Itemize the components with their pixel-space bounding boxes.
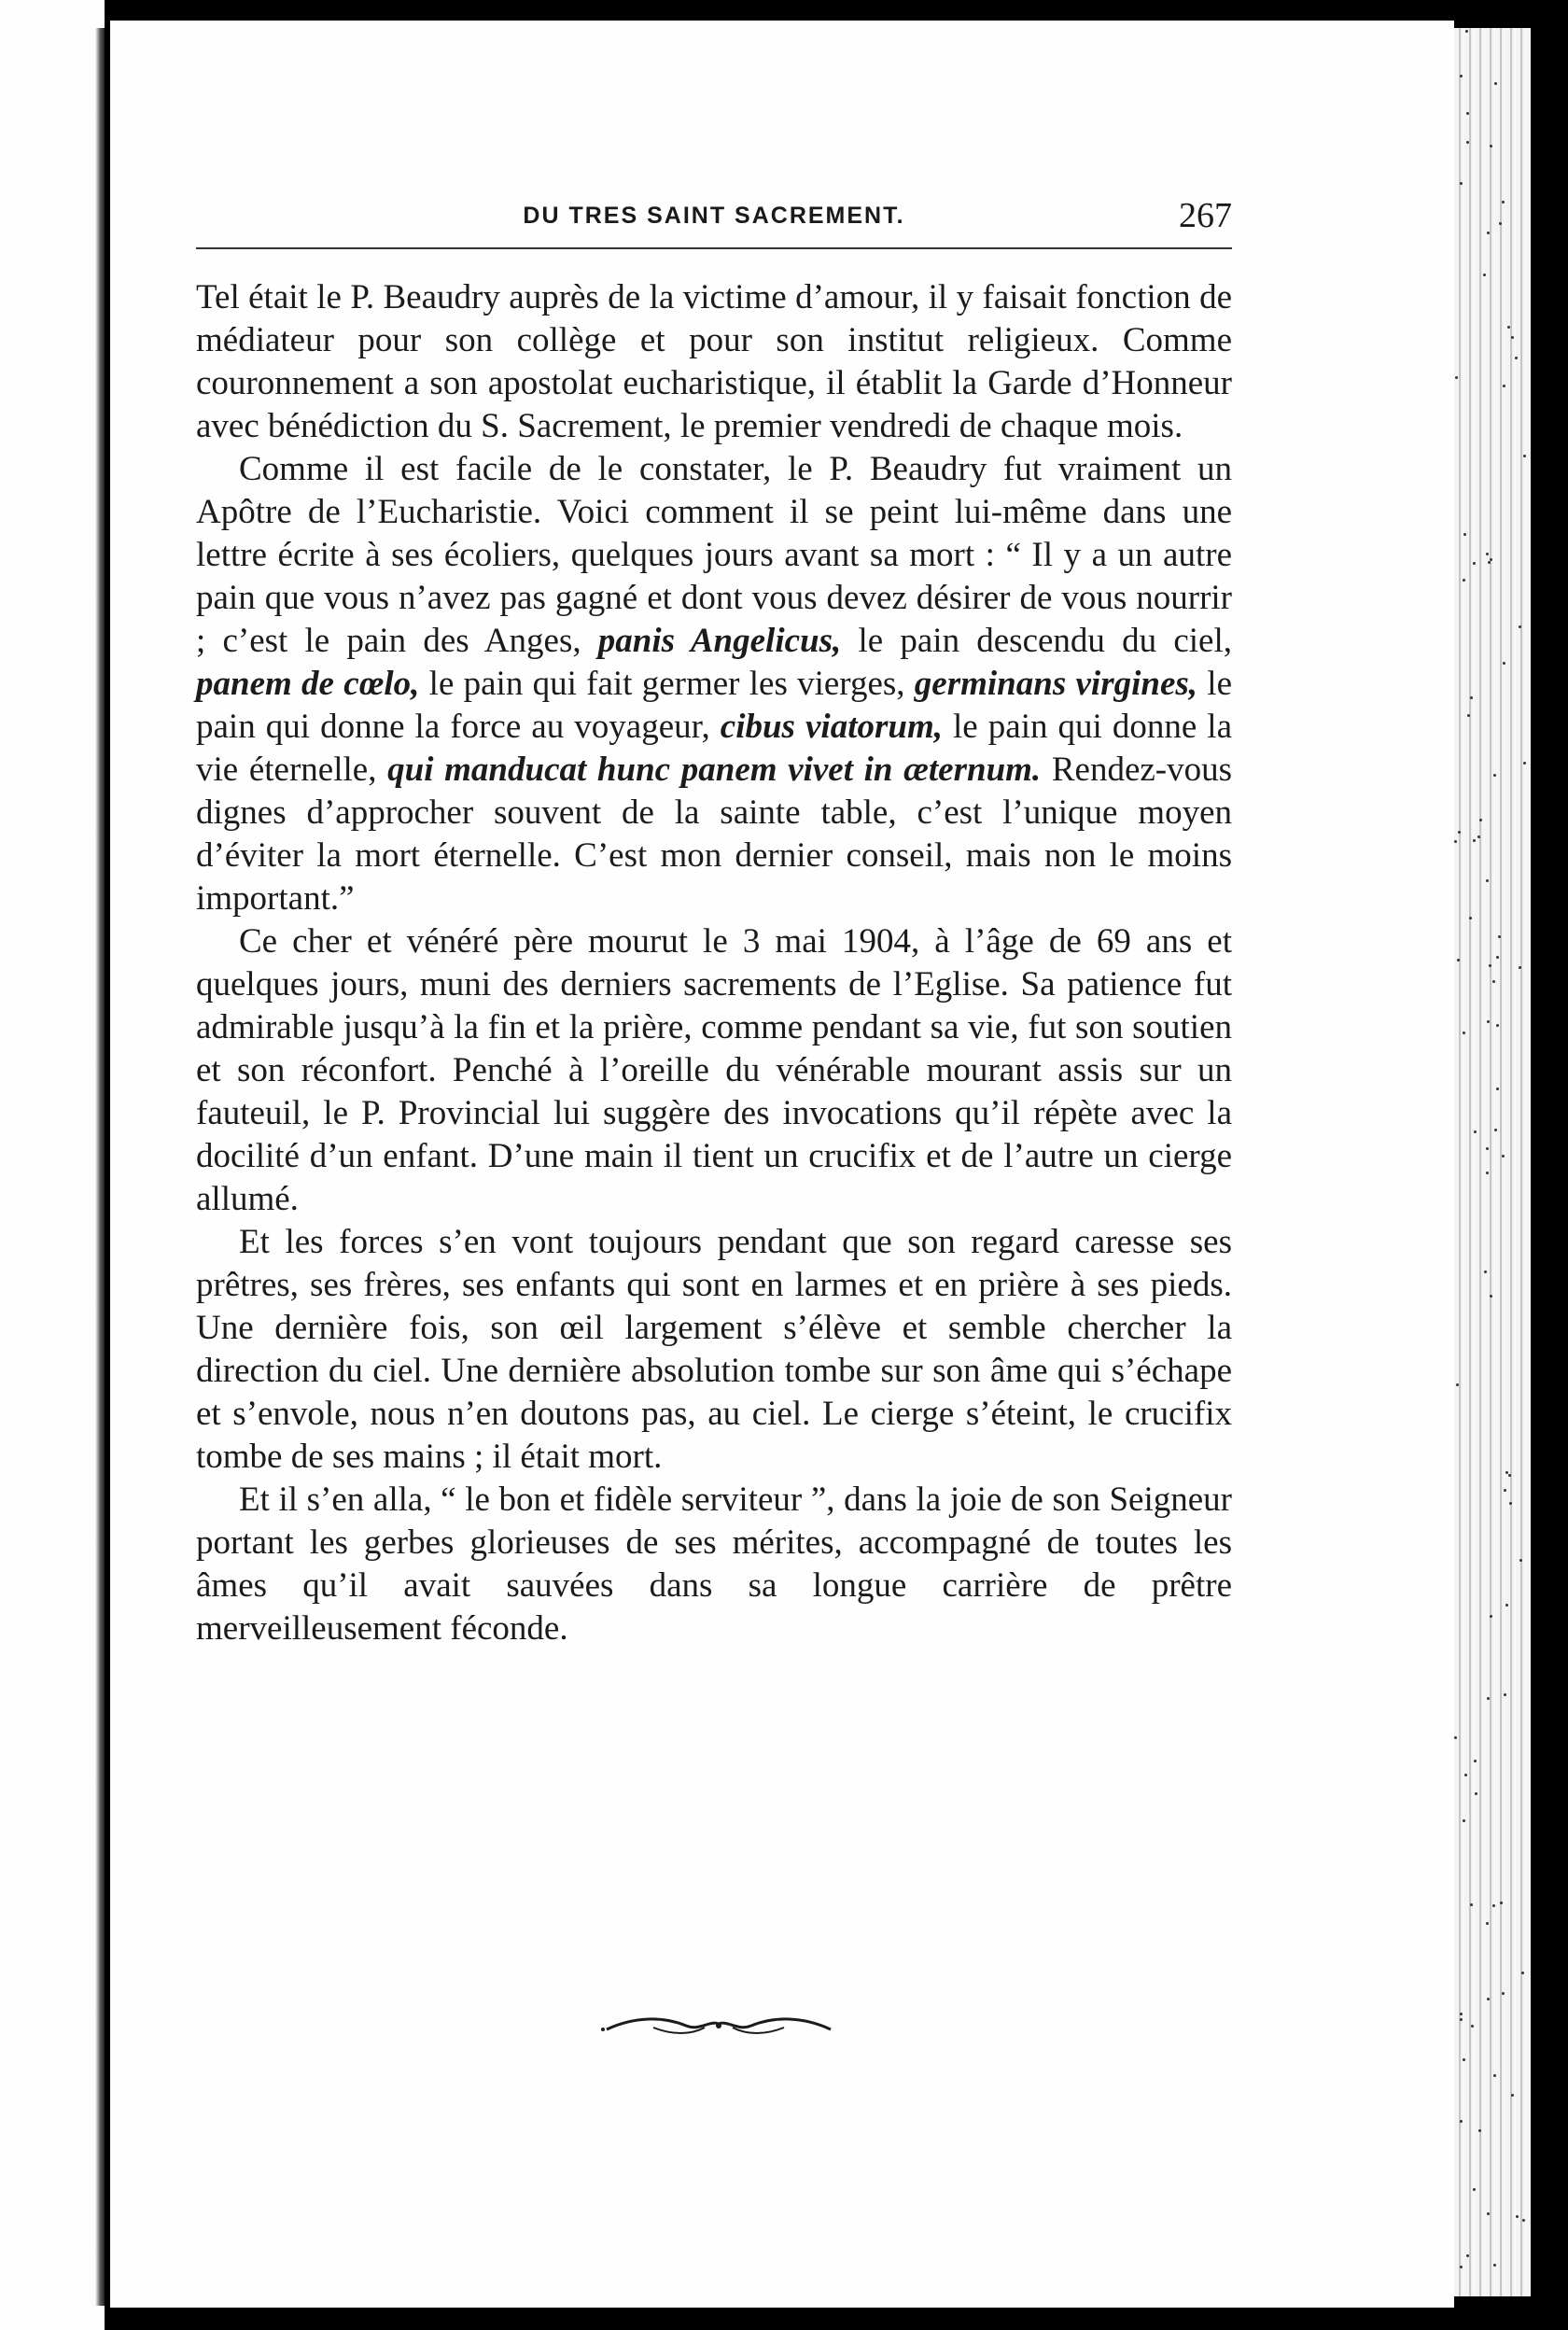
paper-speck [1470,1903,1473,1906]
page-number: 267 [1179,196,1232,235]
paper-speck [1493,2264,1496,2267]
paper-speck [1511,336,1514,339]
paper-speck [1504,1489,1506,1492]
paper-speck [1496,1024,1499,1027]
paper-speck [1466,112,1469,115]
paper-speck [1522,2219,1525,2222]
paper-speck [1519,625,1521,628]
paper-speck [1477,835,1480,838]
paper-speck [1465,30,1468,33]
paper-speck [1515,357,1518,359]
paper-speck [1486,879,1489,882]
paper-speck [1503,385,1505,387]
paragraph-2 [196,448,1232,920]
paper-speck [1521,1972,1524,1974]
paper-speck [1486,553,1489,555]
paper-speck [1474,1130,1477,1133]
paper-speck [1479,819,1482,821]
paper-speck [1487,232,1490,234]
paper-speck [1502,1992,1505,1995]
paper-speck [1493,774,1496,777]
text-run: Ce cher et vénéré père mourut le 3 mai 1904, à l’âge de 69 ans et quelques jours, muni des derniers sacrements de l’Eglise. Sa patience fut admirable jusqu’à la fin et la prière, comme pendant sa vie, fut son soutien et son réconfort. Penché à l’oreille du vénérable mourant assis sur un fauteuil, le P. Provincial lui suggère des invocations qu’il répète avec la docilité d’un enfant. D’une main il tient un crucifix et de l’autre un cierge allumé. [196,922,1232,1218]
paper-speck [1504,1693,1506,1696]
paper-speck [1463,1032,1465,1034]
paper-speck [1454,840,1457,843]
paper-speck [1505,1604,1508,1607]
paper-speck [1463,533,1466,536]
paper-speck [1460,2013,1463,2015]
paper-speck [1460,2018,1463,2021]
paragraph-1 [196,276,1232,448]
page-stack-edge [1454,28,1531,2296]
tailpiece-flourish-icon [597,2007,840,2044]
paper-speck [1509,1502,1512,1505]
paragraph-3 [196,920,1232,1221]
running-title: DU TRES SAINT SACREMENT. [523,203,905,229]
text-run: le pain qui donne la force au voyageur, [196,665,1232,746]
paper-speck [1455,376,1458,379]
paragraph-5 [196,1479,1232,1650]
paper-speck [1492,1904,1495,1907]
text-run: Et les forces s’en vont toujours pendant que son regard caresse ses prêtres, ses frères, ses enfants qui sont en larmes et en prière à ses pieds. Une dernière fois, son œil largement s’élève et semble chercher la direction du ciel. Une dernière absolution tombe sur son âme qui s’échape et s’envole, nous n’en doutons pas, au ciel. Le cierge s’éteint, le crucifix tombe de ses mains ; il était mort. [196,1223,1232,1476]
paper-speck [1487,1998,1490,2000]
paper-speck [1467,714,1470,717]
paper-speck [1474,1760,1477,1762]
paper-speck [1505,1471,1508,1474]
latin-quote: germinans virgines, [914,665,1198,703]
paragraph-4 [196,1221,1232,1479]
paper-speck [1499,222,1502,225]
paper-speck [1493,2074,1496,2077]
paper-speck [1490,1295,1492,1298]
paper-speck [1503,662,1505,665]
paper-speck [1490,145,1492,147]
latin-quote: cibus viatorum, [720,708,943,746]
paper-speck [1466,2254,1469,2257]
paper-speck [1502,1155,1505,1158]
paper-speck [1511,2094,1514,2097]
paper-speck [1457,959,1460,961]
text-run: le pain descendu du ciel, [841,622,1232,660]
paper-speck [1496,956,1499,959]
paper-speck [1489,964,1491,967]
paper-speck [1456,1383,1459,1386]
paper-speck [1460,2120,1463,2123]
page-header [196,191,1232,249]
paper-speck [1507,326,1510,329]
paper-speck [1486,1922,1489,1925]
text-run: Comme il est facile de le constater, le P. Beaudry fut vraiment un Apôtre de l’Eucharistie. Voici comment il se peint lui-même dans une lettre écrite à ses écoliers, quelques jours avant sa mort : “ Il y a un autre pain que vous n’avez pas gagné et dont vous devez désirer de vous nourrir ; c’est le pain des Anges, [196,450,1232,660]
paper-speck [1490,1615,1492,1618]
paper-speck [1498,935,1501,938]
paper-speck [1463,2058,1465,2061]
paper-speck [1494,1129,1497,1131]
paper-speck [1494,82,1497,85]
paper-speck [1473,2188,1476,2191]
paper-speck [1463,1819,1465,1822]
paper-speck [1487,2212,1490,2215]
latin-quote: panem de cœlo, [196,665,420,703]
text-run: Et il s’en alla, “ le bon et fidèle serviteur ”, dans la joie de son Seigneur portant les gerbes glorieuses de ses mérites, accompagné de toutes les âmes qu’il avait sauvées dans sa longue carrière de prêtre merveilleusement féconde. [196,1481,1232,1648]
paper-speck [1500,1902,1503,1904]
paper-speck [1473,839,1476,842]
paper-speck [1469,917,1472,919]
latin-quote: panis Angelicus, [597,622,842,660]
paper-speck [1470,696,1473,699]
paper-speck [1486,1147,1489,1150]
paper-speck [1458,831,1461,834]
text-run: le pain qui donne la vie éternelle, [196,708,1233,789]
latin-quote: qui manducat hunc panem vivet in æternum. [387,751,1042,789]
gutter-shadow [95,28,105,2306]
paper-speck [1478,2129,1481,2132]
paper-speck [1471,2025,1474,2028]
paper-speck [1487,1020,1490,1023]
paper-speck [1460,182,1463,185]
paper-speck [1508,1474,1511,1477]
paper-speck [1519,966,1521,969]
text-run: Rendez-vous dignes d’approcher souvent de la sainte table, c’est l’unique moyen d’éviter la mort éternelle. C’est mon dernier conseil, mais non le moins important.” [196,751,1233,918]
text-run: le pain qui fait germer les vierges, [419,665,915,703]
paper-speck [1460,2266,1463,2268]
text-run: Tel était le P. Beaudry auprès de la victime d’amour, il y faisait fonction de médiateur pour son collège et pour son institut religieux. Comme couronnement a son apostolat eucharistique, il établit la Garde d’Honneur avec bénédiction du S. Sacrement, le premier vendredi de chaque mois. [196,278,1232,445]
paper-speck [1519,1559,1522,1562]
paper-speck [1464,1774,1467,1776]
paper-speck [1473,562,1476,565]
facing-page-edge [0,0,105,2330]
paper-speck [1475,1792,1477,1795]
paper-speck [1466,141,1469,144]
paper-speck [1463,579,1465,582]
paper-speck [1483,274,1486,276]
paper-speck [1486,1172,1489,1174]
paper-speck [1523,762,1526,765]
body-text [196,276,1232,1650]
paper-speck [1492,980,1495,983]
paper-speck [1523,455,1526,457]
paper-speck [1502,201,1505,204]
paper-speck [1496,1088,1499,1090]
paper-speck [1487,1697,1490,1700]
paper-speck [1488,561,1491,564]
paper-speck [1484,1270,1487,1273]
paper-speck [1460,75,1463,77]
paper-speck [1454,1736,1457,1739]
paper-speck [1516,2215,1519,2218]
